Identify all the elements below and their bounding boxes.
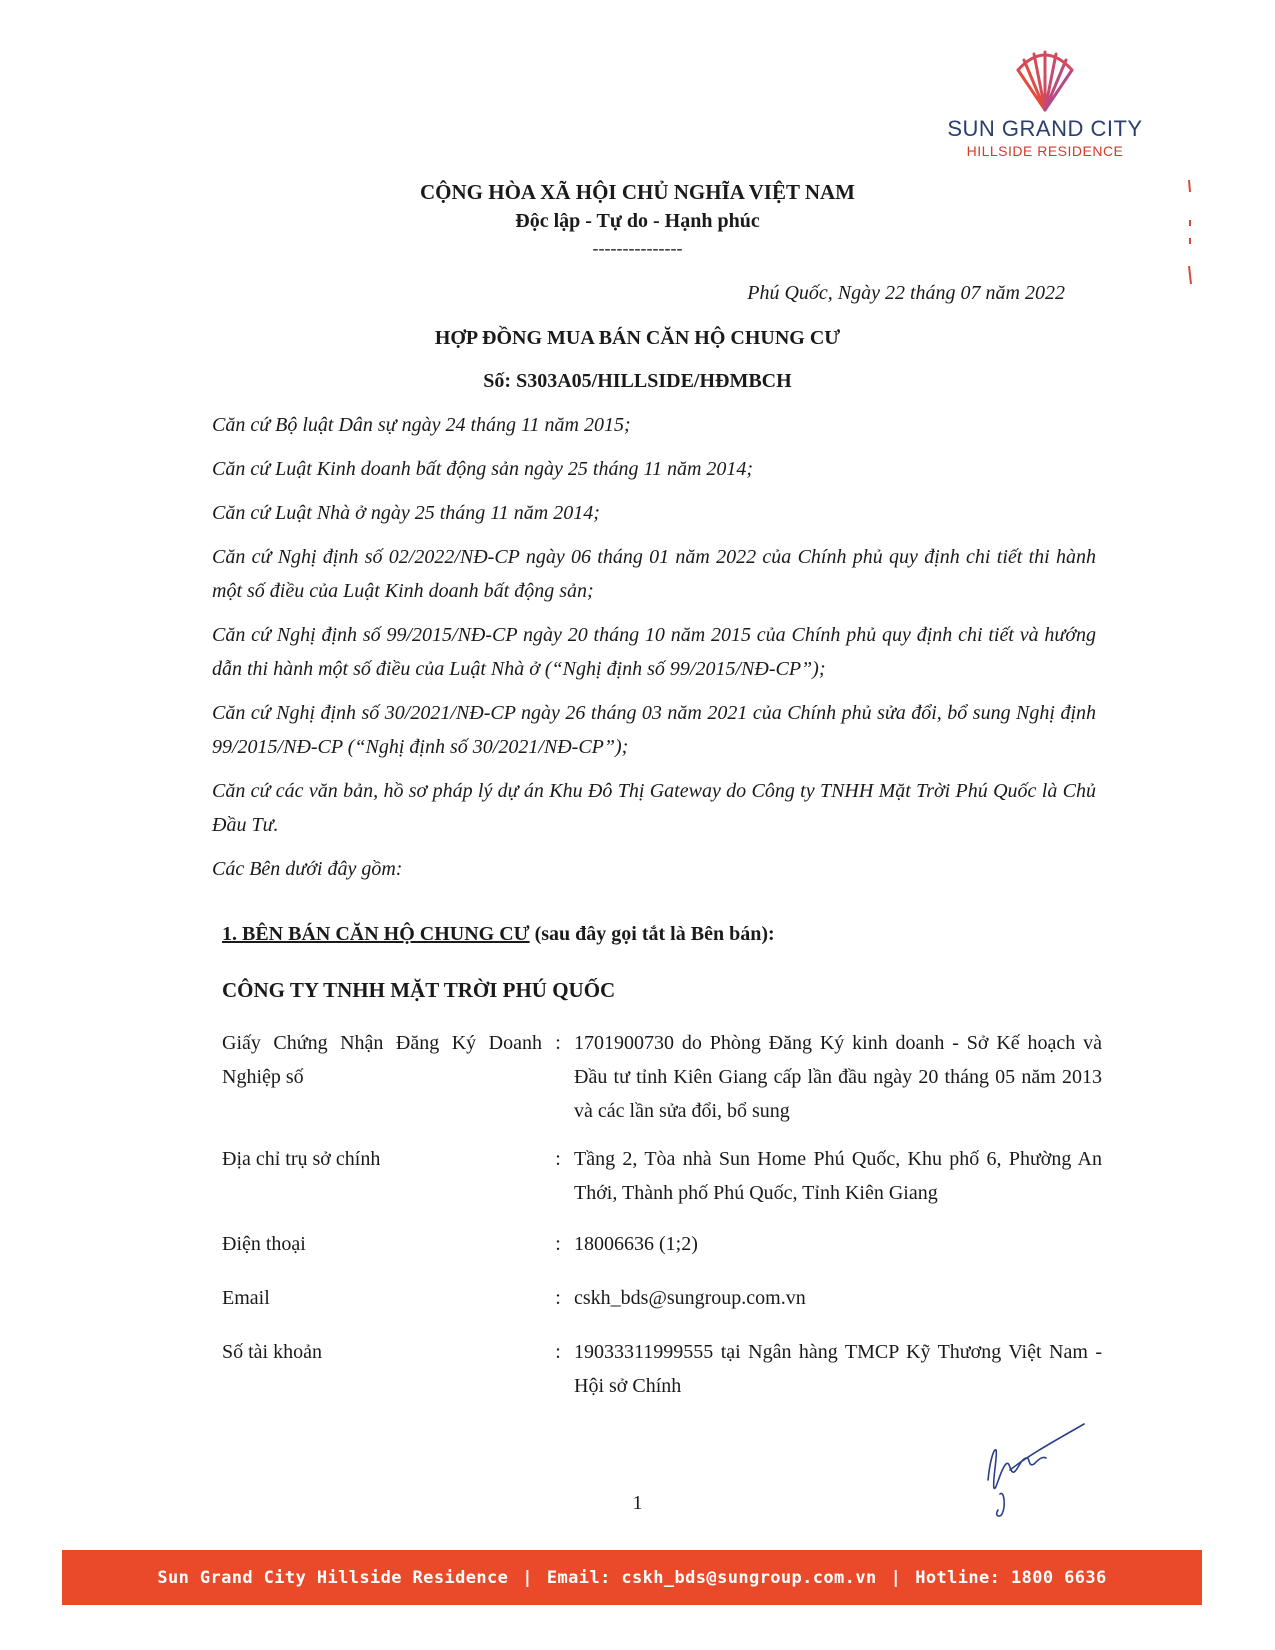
info-row-bank-account xyxy=(222,1335,1102,1403)
footer-hotline: Hotline: 1800 6636 xyxy=(915,1567,1107,1588)
info-row-registration xyxy=(222,1026,1102,1128)
legal-basis-list xyxy=(212,408,1096,896)
seller-info-table xyxy=(222,1026,1102,1403)
contract-number: Số: S303A05/HILLSIDE/HĐMBCH xyxy=(483,370,792,392)
footer-project: Sun Grand City Hillside Residence xyxy=(157,1567,509,1588)
seller-heading-title: 1. BÊN BÁN CĂN HỘ CHUNG CƯ xyxy=(222,923,530,945)
sun-fan-logo-icon xyxy=(1010,50,1080,112)
legal-basis-item: Căn cứ Nghị định số 02/2022/NĐ-CP ngày 06 tháng 01 năm 2022 của Chính phủ quy định chi tiết thi hành một số điều của Luật Kinh doanh bất động sản; xyxy=(212,546,1096,602)
info-colon: : xyxy=(555,1148,561,1170)
info-label: Email xyxy=(222,1287,270,1309)
info-label: Giấy Chứng Nhận Đăng Ký Doanh Nghiệp số xyxy=(222,1032,542,1088)
info-colon: : xyxy=(555,1233,561,1255)
legal-basis-item: Căn cứ Nghị định số 30/2021/NĐ-CP ngày 26 tháng 03 năm 2021 của Chính phủ sửa đổi, bổ sung Nghị định 99/2015/NĐ-CP (“Nghị định số 30/2021/NĐ-CP”); xyxy=(212,702,1096,758)
national-title: CỘNG HÒA XÃ HỘI CHỦ NGHĨA VIỆT NAM xyxy=(419,180,856,204)
info-colon: : xyxy=(555,1287,561,1309)
info-value: 1701900730 do Phòng Đăng Ký kinh doanh - Sở Kế hoạch và Đầu tư tỉnh Kiên Giang cấp lần đầu ngày 20 tháng 05 năm 2013 và các lần sửa đổi, bổ sung xyxy=(574,1032,1102,1122)
seller-heading-note: (sau đây gọi tắt là Bên bán): xyxy=(529,923,775,945)
info-label: Điện thoại xyxy=(222,1233,306,1255)
document-date: Phú Quốc, Ngày 22 tháng 07 năm 2022 xyxy=(747,282,1065,304)
national-motto: Độc lập - Tự do - Hạnh phúc xyxy=(515,210,760,232)
signature-icon xyxy=(980,1420,1090,1530)
edge-marks xyxy=(1185,180,1195,300)
seller-company-name: CÔNG TY TNHH MẶT TRỜI PHÚ QUỐC xyxy=(222,978,616,1002)
info-value: cskh_bds@sungroup.com.vn xyxy=(574,1287,806,1309)
logo-name: SUN GRAND CITY xyxy=(947,116,1143,141)
info-value: 18006636 (1;2) xyxy=(574,1233,698,1255)
document-title: HỢP ĐỒNG MUA BÁN CĂN HỘ CHUNG CƯ xyxy=(434,327,841,349)
logo-subtitle: HILLSIDE RESIDENCE xyxy=(966,143,1124,159)
parties-intro: Các Bên dưới đây gồm: xyxy=(212,858,403,880)
footer-band xyxy=(62,1550,1202,1605)
info-row-email xyxy=(222,1281,1102,1315)
footer-separator: | xyxy=(522,1567,533,1588)
header-rule: --------------- xyxy=(592,238,683,258)
page-number: 1 xyxy=(632,1492,643,1514)
brand-logo xyxy=(930,50,1160,175)
legal-basis-item: Căn cứ Bộ luật Dân sự ngày 24 tháng 11 năm 2015; xyxy=(212,414,631,436)
info-label: Địa chỉ trụ sở chính xyxy=(222,1148,381,1170)
info-value: Tầng 2, Tòa nhà Sun Home Phú Quốc, Khu phố 6, Phường An Thới, Thành phố Phú Quốc, Tỉnh Kiên Giang xyxy=(574,1148,1102,1204)
seller-section-heading xyxy=(222,923,775,946)
info-row-address xyxy=(222,1142,1102,1210)
legal-basis-item: Căn cứ Nghị định số 99/2015/NĐ-CP ngày 20 tháng 10 năm 2015 của Chính phủ quy định chi tiết và hướng dẫn thi hành một số điều của Luật Nhà ở (“Nghị định số 99/2015/NĐ-CP”); xyxy=(212,624,1096,680)
legal-basis-item: Căn cứ các văn bản, hồ sơ pháp lý dự án Khu Đô Thị Gateway do Công ty TNHH Mặt Trời Phú Quốc là Chủ Đầu Tư. xyxy=(212,780,1096,836)
footer-separator: | xyxy=(890,1567,902,1588)
info-value: 19033311999555 tại Ngân hàng TMCP Kỹ Thương Việt Nam - Hội sở Chính xyxy=(574,1341,1102,1397)
footer-email: Email: cskh_bds@sungroup.com.vn xyxy=(546,1567,877,1588)
legal-basis-item: Căn cứ Luật Kinh doanh bất động sản ngày 25 tháng 11 năm 2014; xyxy=(212,458,754,480)
info-row-phone xyxy=(222,1227,1102,1261)
info-colon: : xyxy=(555,1032,561,1054)
info-colon: : xyxy=(555,1341,561,1363)
legal-basis-item: Căn cứ Luật Nhà ở ngày 25 tháng 11 năm 2014; xyxy=(212,502,600,524)
info-label: Số tài khoản xyxy=(222,1341,322,1363)
